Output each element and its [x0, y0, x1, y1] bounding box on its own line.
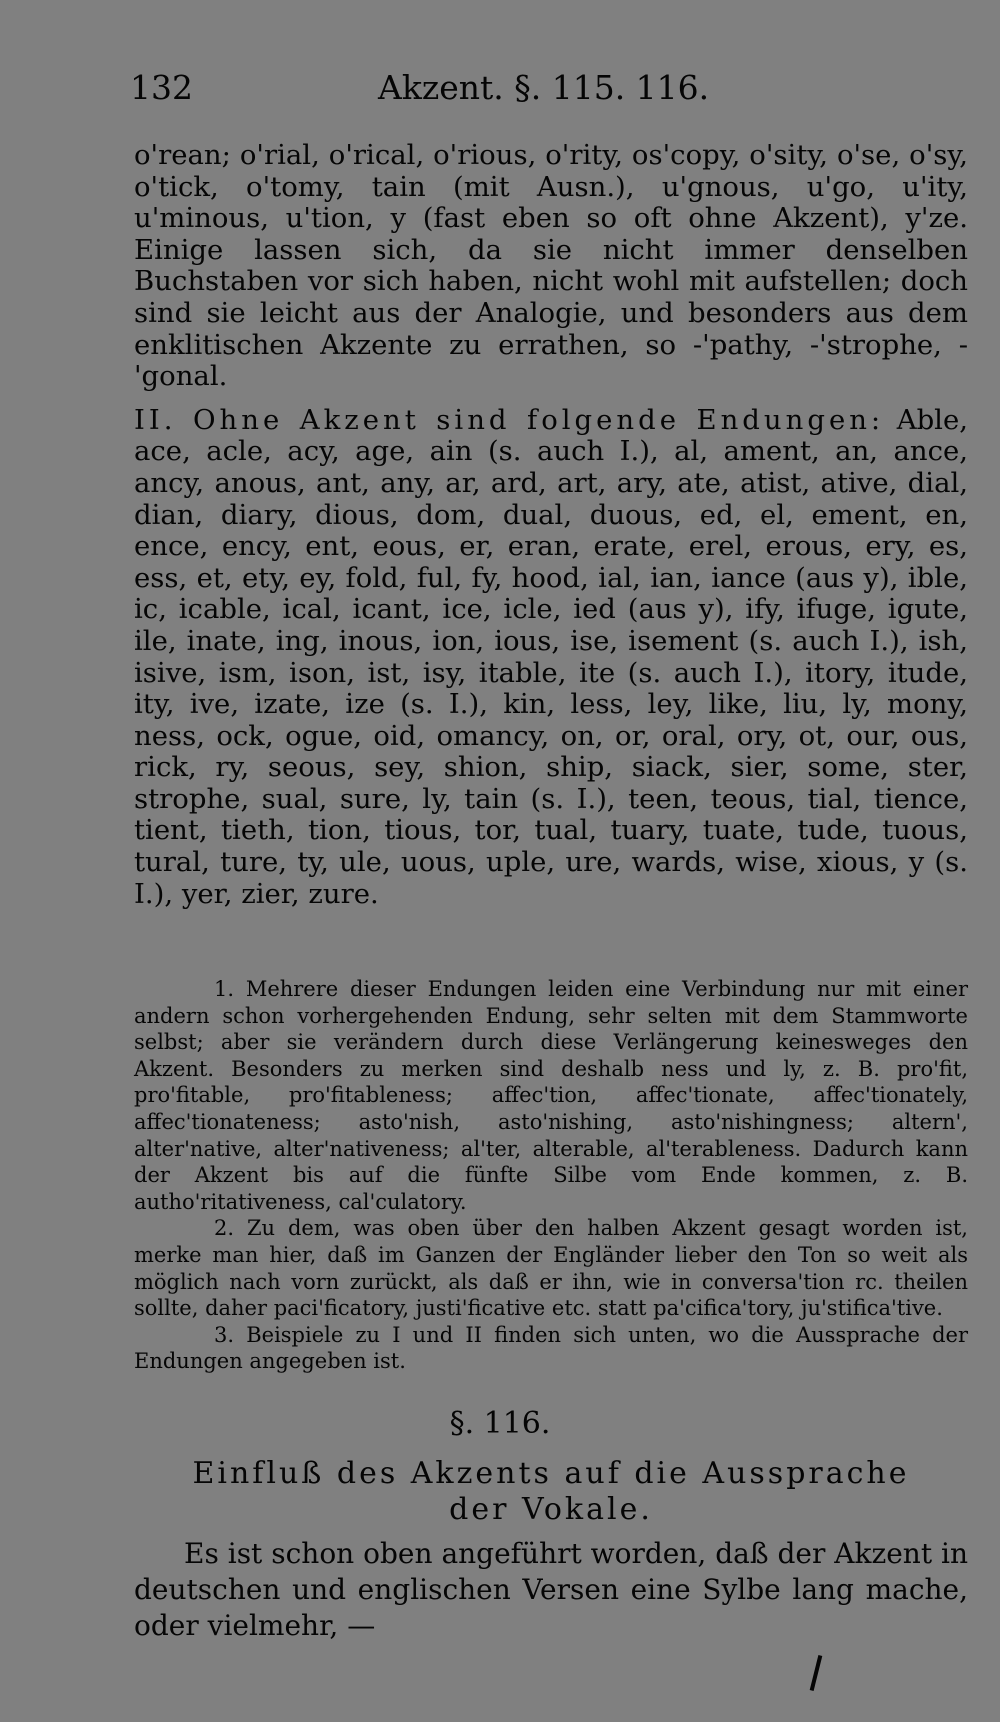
endings-list: Able, ace, acle, acy, age, ain (s. auch I.), al, ament, an, ance, ancy, anous, ant, any, ar, ard, art, ary, ate, atist, ative, dial, dian, diary, dious, dom, dual, duous, ed, el, ement, en, ence, ency, ent, eous, er, eran, erate, erel, erous, ery, es, ess, et, ety, ey, fold, ful, fy, hood, ial, ian, iance (aus y), ible, ic, icable, ical, icant, ice, icle, ied (aus y), ify, ifuge, igute, ile, inate, ing, inous, ion, ious, ise, isement (s. auch I.), ish, isive, ism, ison, ist, isy, itable, ite (s. auch I.), itory, itude, ity, ive, izate, ize (s. I.), kin, less, ley, like, liu, ly, mony, ness, ock, ogue, oid, omancy, on, or, oral, ory, ot, our, ous, rick, ry, seous, sey, shion, ship, siack, sier, some, ster, strophe, sual, sure, ly, tain (s. I.), teen, teous, tial, tience, tient, tieth, tion, tious, tor, tual, tuary, tuate, tude, tuous, tural, ture, ty, ule, uous, uple, ure, wards, wise, xious, y (s. I.), yer, zier, zure. [134, 403, 968, 910]
opening-paragraph: Es ist schon oben angeführt worden, daß der Akzent in deutschen und englischen Versen eine Sylbe lang mache, oder vielmehr, — [134, 1537, 968, 1642]
section-title [134, 1456, 968, 1528]
continued-paragraph: o'rean; o'rial, o'rical, o'rious, o'rity, os'copy, o'sity, o'se, o'sy, o'tick, o'tomy, tain (mit Ausn.), u'gnous, u'go, u'ity, u'minous, u'tion, y (fast eben so oft ohne Akzent), y'ze. Einige lassen sich, da sie nicht immer denselben Buchstaben vor sich haben, nicht wohl mit aufstellen; doch sind sie leicht aus der Analogie, und besonders aus dem enklitischen Akzente zu errathen, so -'pathy, -'strophe, -'gonal. [134, 139, 968, 393]
ink-mark [810, 1655, 823, 1691]
note-3: 3. Beispiele zu I und II finden sich unten, wo die Aussprache der Endungen angegeben ist. [134, 1322, 968, 1374]
section-title-line-2: der Vokale. [449, 1492, 653, 1527]
running-title: Akzent. §. 115. 116. [378, 68, 710, 107]
endings-paragraph [134, 405, 968, 911]
section-number: §. 116. [449, 1406, 551, 1441]
subsection-heading: II. Ohne Akzent sind folgende Endungen: [134, 403, 885, 436]
note-2: 2. Zu dem, was oben über den halben Akzent gesagt worden ist, merke man hier, daß im Ganzen der Engländer lieber den Ton so weit als möglich nach vorn zurückt, als daß er ihn, wie in conversa'tion rc. theilen sollte, daher paci'ficatory, justi'ficative etc. statt pa'cifica'tory, ju'stifica'tive. [134, 1216, 968, 1321]
section-title-line-1: Einfluß des Akzents auf die Aussprache [192, 1456, 910, 1491]
page-number: 132 [130, 68, 193, 107]
section-115-body [134, 140, 968, 910]
footnotes [134, 976, 968, 1375]
running-head [130, 68, 850, 112]
note-1: 1. Mehrere dieser Endungen leiden eine Verbindung nur mit einer andern schon vorhergehenden Endung, sehr selten mit dem Stammworte selbst; aber sie verändern durch diese Verlängerung keinesweges den Akzent. Besonders zu merken sind deshalb ness und ly, z. B. pro'fit, pro'fitable, pro'fitableness; affec'tion, affec'tionate, affec'tionately, affec'tionateness; asto'nish, asto'nishing, asto'nishingness; altern', alter'native, alter'nativeness; al'ter, alterable, al'terableness. Dadurch kann der Akzent bis auf die fünfte Silbe vom Ende kommen, z. B. autho'ritativeness, cal'culatory. [134, 977, 968, 1214]
section-116-body [134, 1536, 968, 1644]
